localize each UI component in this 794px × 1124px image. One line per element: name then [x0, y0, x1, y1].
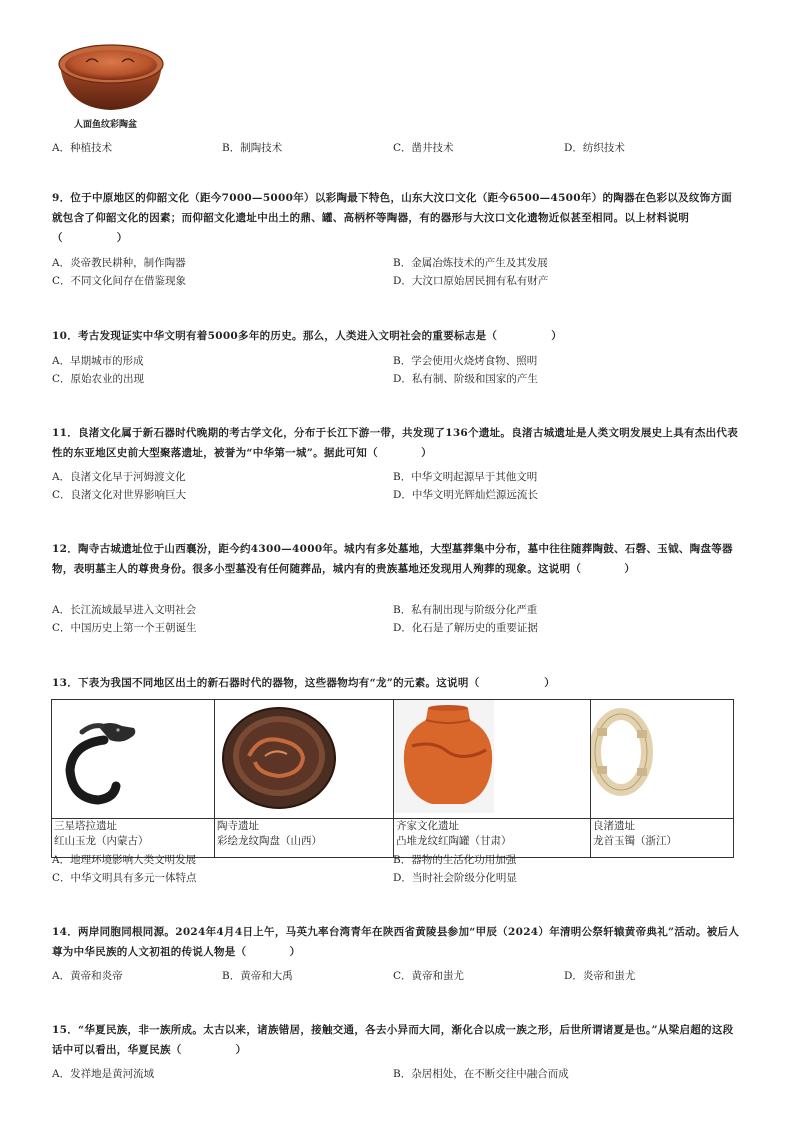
question-15: 15．“华夏民族，非一族所成。太古以来，诸族错居，接触交通，各去小异而大同，渐化合以成一族之形，后世所谓诸夏是也。”从梁启超的这段话中可以看出，华夏民族（ ） [52, 1024, 734, 1056]
option-a: A．良渚文化早于河姆渡文化 [52, 471, 186, 483]
option-d: D．当时社会阶级分化明显 [393, 872, 517, 884]
option-c: C．中华文明具有多元一体特点 [52, 872, 197, 884]
option-b: B．制陶技术 [222, 142, 283, 154]
question-11: 11．良渚文化属于新石器时代晚期的考古学文化，分布于长江下游一带，共发现了136个遗址。良渚古城遗址是人类文明发展史上具有杰出代表性的东亚地区史前大型聚落遗址，被誉为“中华第一城”。据此可知（ ） [52, 427, 739, 459]
option-a: A．炎帝教民耕种，制作陶器 [52, 257, 186, 269]
option-d: D．私有制、阶级和国家的产生 [393, 373, 538, 385]
option-c: C．凿井技术 [393, 142, 454, 154]
table-cell: 齐家文化遗址 凸堆龙纹红陶罐（甘肃） [394, 819, 591, 858]
painted-pottery-basin-image [56, 42, 166, 114]
option-c: C．不同文化间存在借鉴现象 [52, 275, 187, 287]
option-b: B．中华文明起源早于其他文明 [393, 471, 538, 483]
question-9: 9．位于中原地区的仰韶文化（距今7000—5000年）以彩陶最下特色，山东大汶口文化（距今6500—4500年）的陶器在色彩以及纹饰方面就包含了仰韶文化的因素；而仰韶文化遗址中出土的鼎、罐、高柄杯等陶器，有的器形与大汶口文化遗物近似甚至相同。以上材料说明（ ） [52, 192, 733, 244]
option-d: D．大汶口原始居民拥有私有财产 [393, 275, 549, 287]
option-c: C．黄帝和蚩尤 [393, 970, 465, 982]
option-b: B．学会使用火烧烤食物、照明 [393, 355, 538, 367]
option-d: D．化石是了解历史的重要证据 [393, 622, 538, 634]
artifact-table [51, 699, 734, 858]
question-13: 13．下表为我国不同地区出土的新石器时代的器物，这些器物均有“龙”的元素。这说明（ ） [52, 677, 556, 689]
option-d: D．炎帝和蚩尤 [564, 970, 636, 982]
option-d: D．中华文明光辉灿烂源远流长 [393, 489, 538, 501]
image-caption: 人面鱼纹彩陶盆 [74, 120, 138, 130]
option-c: C．原始农业的出现 [52, 373, 145, 385]
option-b: B．金属冶炼技术的产生及其发展 [393, 257, 548, 269]
table-cell: 三星塔拉遗址 红山玉龙（内蒙古） [52, 819, 215, 858]
red-pottery-jar-image [394, 700, 591, 819]
option-a: A．黄帝和炎帝 [52, 970, 123, 982]
option-a: A．早期城市的形成 [52, 355, 144, 367]
option-a: A．长江流域最早进入文明社会 [52, 604, 197, 616]
option-a: A．发祥地是黄河流域 [52, 1068, 155, 1080]
option-b: B．器物的生活化功用加强 [393, 854, 517, 866]
question-14: 14．两岸同胞同根同源。2024年4月4日上午，马英九率台湾青年在陕西省黄陵县参加“甲辰（2024）年清明公祭轩辕黄帝典礼”活动。被后人尊为中华民族的人文初祖的传说人物是（ ） [52, 926, 740, 958]
table-cell: 良渚遗址 龙首玉镯（浙江） [591, 819, 734, 858]
option-d: D．纺织技术 [564, 142, 625, 154]
option-b: B．杂居相处，在不断交往中融合而成 [393, 1068, 569, 1080]
jade-bracelet-image [591, 700, 734, 819]
jade-dragon-image [52, 700, 215, 819]
option-b: B．黄帝和大禹 [222, 970, 293, 982]
question-10: 10．考古发现证实中华文明有着5000多年的历史。那么，人类进入文明社会的重要标志是（ ） [52, 330, 563, 342]
option-a: A．地理环境影响人类文明发展 [52, 854, 197, 866]
option-b: B．私有制出现与阶级分化严重 [393, 604, 538, 616]
table-cell: 陶寺遗址 彩绘龙纹陶盘（山西） [215, 819, 394, 858]
option-c: C．中国历史上第一个王朝诞生 [52, 622, 197, 634]
option-c: C．良渚文化对世界影响巨大 [52, 489, 187, 501]
option-a: A．种植技术 [52, 142, 113, 154]
question-12: 12．陶寺古城遗址位于山西襄汾，距今约4300—4000年。城内有多处墓地，大型墓葬集中分布，墓中往往随葬陶鼓、石磬、玉钺、陶盘等器物，表明墓主人的尊贵身份。很多小型墓没有任何随葬品，城内有的贵族墓地还发现用人殉葬的现象。这说明（ ） [52, 543, 733, 575]
painted-dragon-plate-image [215, 700, 394, 819]
